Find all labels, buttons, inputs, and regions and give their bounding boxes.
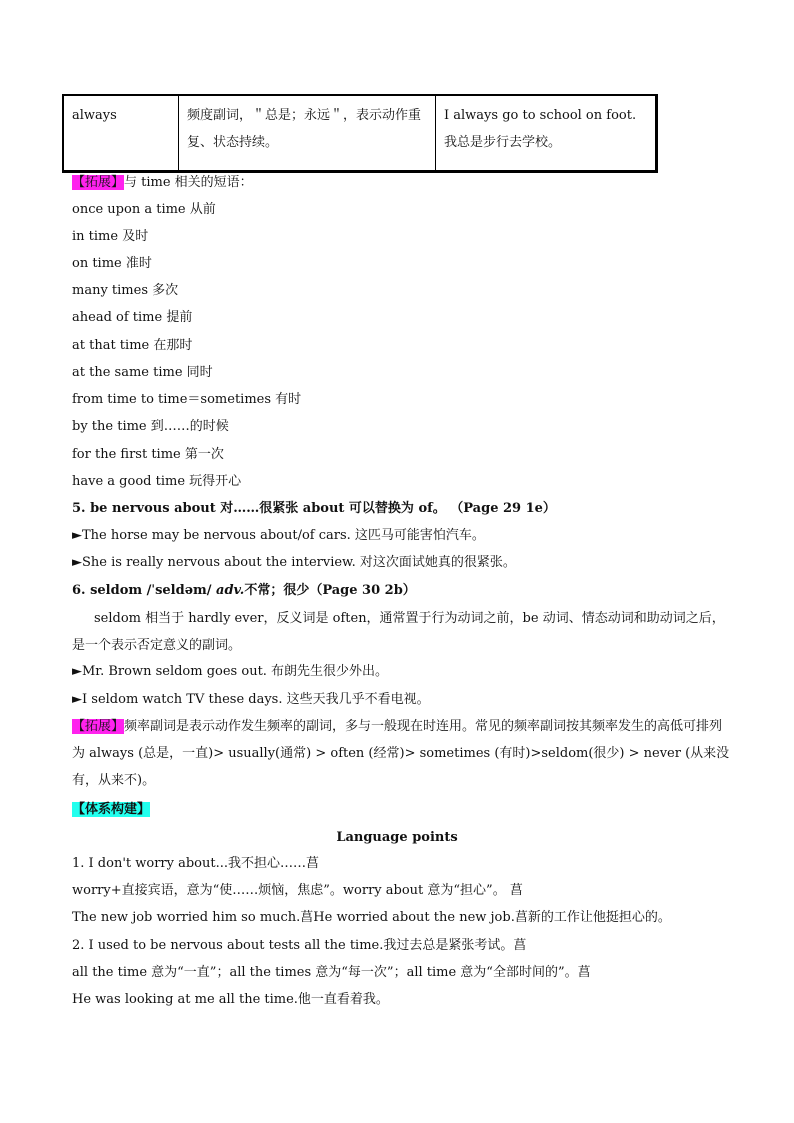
expand-text: 频率副词是表示动作发生频率的副词，多与一般现在时连用。常见的频率副词按其频率发生的高低可排列为 always (总是，一直)> usually(通常) > often (经常)> sometimes (有时)>seldom(很少) > never (从来没有，从来不)。 <box>72 719 730 788</box>
expand-tag: 【拓展】 <box>72 175 125 190</box>
phrase-item: once upon a time 从前 <box>72 202 216 217</box>
table-row <box>63 95 657 172</box>
example-line: ►She is really nervous about the interview. 对这次面试她真的很紧张。 <box>72 555 516 570</box>
vocab-table <box>62 94 658 173</box>
item6-heading: 6. seldom /ˈseldəm/ adv.不常；很少（Page 30 2b） <box>72 583 416 598</box>
expand2-paragraph <box>72 713 732 794</box>
phrase-item: on time 准时 <box>72 256 152 271</box>
example-line: ►Mr. Brown seldom goes out. 布朗先生很少外出。 <box>72 664 389 679</box>
phrase-item: in time 及时 <box>72 229 149 244</box>
table-cell-example: I always go to school on foot. 我总是步行去学校。 <box>436 95 657 172</box>
phrase-item: many times 多次 <box>72 283 179 298</box>
expand-text: 与 time 相关的短语： <box>124 175 253 190</box>
phrase-item: at that time 在那时 <box>72 338 193 353</box>
table-cell-word: always <box>63 95 179 172</box>
expand-tag: 【拓展】 <box>72 719 125 734</box>
phrase-item: from time to time＝sometimes 有时 <box>72 392 302 407</box>
bullet-icon: ► <box>72 664 82 679</box>
item5-heading: 5. be nervous about 对……很紧张 about 可以替换为 of。 （Page 29 1e） <box>72 501 556 516</box>
expand-line <box>72 174 253 192</box>
bullet-icon: ► <box>72 528 82 543</box>
phrase-item: ahead of time 提前 <box>72 310 193 325</box>
lp-line: The new job worried him so much.菖He worried about the new job.菖新的工作让他挺担心的。 <box>72 910 671 925</box>
phrase-item: by the time 到……的时候 <box>72 419 229 434</box>
section-title: Language points <box>336 830 458 845</box>
lp-line: 2. I used to be nervous about tests all the time.我过去总是紧张考试。菖 <box>72 938 527 953</box>
item6-paragraph: seldom 相当于 hardly ever，反义词是 often，通常置于行为动词之前，be 动词、情态动词和助动词之后，是一个表示否定意义的副词。 <box>72 611 725 653</box>
example-line: ►The horse may be nervous about/of cars. 这匹马可能害怕汽车。 <box>72 528 485 543</box>
bullet-icon: ► <box>72 555 82 570</box>
lp-line: all the time 意为“一直”；all the times 意为“每一次”；all time 意为“全部时间的”。菖 <box>72 965 591 980</box>
bullet-icon: ► <box>72 692 82 707</box>
phrase-item: for the first time 第一次 <box>72 447 224 462</box>
example-line: ►I seldom watch TV these days. 这些天我几乎不看电视。 <box>72 692 430 707</box>
lp-line: worry+直接宾语，意为“使……烦恼，焦虑”。worry about 意为“担心”。 菖 <box>72 883 523 898</box>
phrase-item: at the same time 同时 <box>72 365 213 380</box>
system-heading: 【体系构建】 <box>72 802 151 817</box>
table-cell-meaning: 频度副词，＂总是；永远＂，表示动作重复、状态持续。 <box>179 95 436 172</box>
lp-line: He was looking at me all the time.他一直看着我。 <box>72 992 389 1007</box>
phrase-item: have a good time 玩得开心 <box>72 474 242 489</box>
lp-line: 1. I don't worry about...我不担心……菖 <box>72 856 320 871</box>
